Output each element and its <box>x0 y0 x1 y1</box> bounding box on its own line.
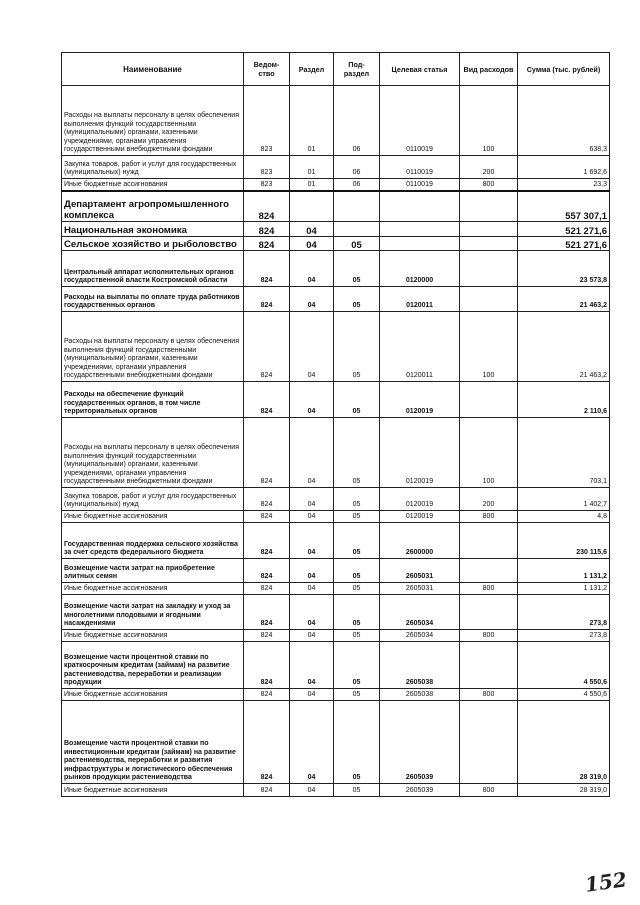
cell-summa: 4 550,6 <box>518 689 610 701</box>
cell-razdel: 04 <box>290 784 334 797</box>
cell-razdel: 04 <box>290 701 334 784</box>
cell-name: Расходы на выплаты персоналу в целях обеспечения выполнения функций государственными (муниципальными) органами, казенными учреждениями, органами управления государственными внебюджетными фондами <box>62 312 244 382</box>
cell-vid: 800 <box>460 784 518 797</box>
cell-name: Иные бюджетные ассигнования <box>62 583 244 595</box>
cell-razdel: 04 <box>290 642 334 689</box>
table-row <box>62 191 610 222</box>
cell-summa: 23,3 <box>518 179 610 191</box>
cell-summa: 4,8 <box>518 511 610 523</box>
cell-vedom: 824 <box>244 701 290 784</box>
cell-vid <box>460 237 518 251</box>
table-row <box>62 418 610 488</box>
cell-vedom: 824 <box>244 237 290 251</box>
cell-vedom: 824 <box>244 312 290 382</box>
page-number: 152 <box>583 867 629 897</box>
table-row <box>62 583 610 595</box>
cell-summa: 703,1 <box>518 418 610 488</box>
cell-tselevaya: 2605039 <box>380 784 460 797</box>
cell-vedom: 824 <box>244 583 290 595</box>
cell-tselevaya: 0120019 <box>380 488 460 511</box>
cell-name: Закупка товаров, работ и услуг для государственных (муниципальных) нужд <box>62 488 244 511</box>
cell-razdel: 04 <box>290 237 334 251</box>
cell-name: Возмещение части затрат на приобретение элитных семян <box>62 559 244 583</box>
cell-vid <box>460 642 518 689</box>
cell-vedom: 824 <box>244 287 290 312</box>
cell-razdel: 04 <box>290 595 334 630</box>
cell-summa: 1 131,2 <box>518 559 610 583</box>
table-row <box>62 86 610 156</box>
cell-name: Возмещение части процентной ставки по краткосрочным кредитам (займам) на развитие растениеводства, переработки и реализации продукции <box>62 642 244 689</box>
cell-vid <box>460 251 518 287</box>
table-row <box>62 630 610 642</box>
cell-vedom: 824 <box>244 689 290 701</box>
cell-summa: 1 692,6 <box>518 156 610 179</box>
cell-vedom: 823 <box>244 179 290 191</box>
cell-vedom: 824 <box>244 191 290 222</box>
cell-vedom: 824 <box>244 418 290 488</box>
cell-name: Сельское хозяйство и рыболовство <box>62 237 244 251</box>
cell-vid: 100 <box>460 418 518 488</box>
cell-razdel: 04 <box>290 511 334 523</box>
cell-razdel: 04 <box>290 251 334 287</box>
cell-summa: 2 110,6 <box>518 382 610 418</box>
cell-vid <box>460 382 518 418</box>
header-vedom: Ведом-ство <box>244 53 290 86</box>
cell-podrazdel: 06 <box>334 156 380 179</box>
cell-name: Расходы на выплаты персоналу в целях обеспечения выполнения функций государственными (муниципальными) органами, казенными учреждениями, органами управления государственными внебюджетными фондами <box>62 86 244 156</box>
cell-name: Государственная поддержка сельского хозяйства за счет средств федерального бюджета <box>62 523 244 559</box>
cell-vid: 800 <box>460 583 518 595</box>
cell-summa: 230 115,6 <box>518 523 610 559</box>
cell-podrazdel: 05 <box>334 689 380 701</box>
cell-razdel: 04 <box>290 689 334 701</box>
cell-tselevaya: 0120011 <box>380 287 460 312</box>
cell-podrazdel <box>334 191 380 222</box>
cell-vid <box>460 559 518 583</box>
cell-name: Закупка товаров, работ и услуг для государственных (муниципальных) нужд <box>62 156 244 179</box>
cell-podrazdel: 05 <box>334 559 380 583</box>
cell-summa: 273,8 <box>518 595 610 630</box>
cell-vedom: 823 <box>244 86 290 156</box>
cell-podrazdel: 05 <box>334 488 380 511</box>
cell-podrazdel: 05 <box>334 251 380 287</box>
cell-vedom: 824 <box>244 595 290 630</box>
cell-podrazdel: 05 <box>334 642 380 689</box>
cell-podrazdel: 05 <box>334 523 380 559</box>
cell-razdel: 04 <box>290 287 334 312</box>
cell-tselevaya: 0120019 <box>380 418 460 488</box>
cell-summa: 28 319,0 <box>518 784 610 797</box>
cell-vid <box>460 191 518 222</box>
table-row <box>62 251 610 287</box>
table-row <box>62 559 610 583</box>
cell-podrazdel: 06 <box>334 179 380 191</box>
cell-summa: 4 550,6 <box>518 642 610 689</box>
cell-summa: 21 463,2 <box>518 287 610 312</box>
cell-vedom: 824 <box>244 251 290 287</box>
cell-tselevaya: 2605031 <box>380 583 460 595</box>
cell-razdel: 04 <box>290 630 334 642</box>
cell-name: Возмещение части процентной ставки по инвестиционным кредитам (займам) на развитие растениеводства, переработки и развития инфраструктуры и логистического обеспечения рынков продукции растениеводства <box>62 701 244 784</box>
cell-tselevaya: 0110019 <box>380 86 460 156</box>
cell-tselevaya: 0110019 <box>380 156 460 179</box>
cell-podrazdel: 05 <box>334 418 380 488</box>
table-row <box>62 642 610 689</box>
cell-razdel: 01 <box>290 179 334 191</box>
cell-podrazdel <box>334 222 380 237</box>
cell-podrazdel: 05 <box>334 630 380 642</box>
cell-podrazdel: 05 <box>334 287 380 312</box>
cell-vedom: 824 <box>244 382 290 418</box>
cell-razdel: 04 <box>290 488 334 511</box>
header-podrazdel: Под-раздел <box>334 53 380 86</box>
cell-vid: 100 <box>460 312 518 382</box>
cell-razdel <box>290 191 334 222</box>
cell-tselevaya: 0120019 <box>380 511 460 523</box>
cell-podrazdel: 05 <box>334 237 380 251</box>
table-row <box>62 488 610 511</box>
header-razdel: Раздел <box>290 53 334 86</box>
cell-vedom: 824 <box>244 523 290 559</box>
cell-name: Иные бюджетные ассигнования <box>62 179 244 191</box>
cell-vedom: 824 <box>244 488 290 511</box>
cell-summa: 28 319,0 <box>518 701 610 784</box>
cell-vid <box>460 701 518 784</box>
cell-vid: 800 <box>460 179 518 191</box>
header-name: Наименование <box>62 53 244 86</box>
table-row <box>62 156 610 179</box>
table-header-row <box>62 53 610 86</box>
cell-name: Иные бюджетные ассигнования <box>62 784 244 797</box>
cell-summa: 557 307,1 <box>518 191 610 222</box>
cell-podrazdel: 05 <box>334 784 380 797</box>
cell-tselevaya: 0120019 <box>380 382 460 418</box>
table-row <box>62 595 610 630</box>
cell-podrazdel: 05 <box>334 595 380 630</box>
cell-razdel: 01 <box>290 86 334 156</box>
cell-podrazdel: 05 <box>334 511 380 523</box>
cell-razdel: 04 <box>290 418 334 488</box>
table-row <box>62 511 610 523</box>
cell-razdel: 04 <box>290 583 334 595</box>
table-row <box>62 287 610 312</box>
cell-tselevaya: 0120000 <box>380 251 460 287</box>
cell-tselevaya: 2605031 <box>380 559 460 583</box>
cell-vid <box>460 287 518 312</box>
header-summa: Сумма (тыс. рублей) <box>518 53 610 86</box>
cell-vid: 200 <box>460 156 518 179</box>
cell-tselevaya: 0110019 <box>380 179 460 191</box>
cell-summa: 273,8 <box>518 630 610 642</box>
cell-razdel: 04 <box>290 382 334 418</box>
cell-vedom: 823 <box>244 156 290 179</box>
cell-tselevaya: 0120011 <box>380 312 460 382</box>
cell-name: Расходы на обеспечение функций государственных органов, в том числе территориальных органов <box>62 382 244 418</box>
cell-tselevaya <box>380 237 460 251</box>
cell-vid: 100 <box>460 86 518 156</box>
cell-name: Иные бюджетные ассигнования <box>62 630 244 642</box>
cell-name: Расходы на выплаты персоналу в целях обеспечения выполнения функций государственными (муниципальными) органами, казенными учреждениями, органами управления государственными внебюджетными фондами <box>62 418 244 488</box>
cell-vid <box>460 595 518 630</box>
cell-vedom: 824 <box>244 630 290 642</box>
cell-name: Расходы на выплаты по оплате труда работников государственных органов <box>62 287 244 312</box>
cell-tselevaya: 2600000 <box>380 523 460 559</box>
cell-vedom: 824 <box>244 642 290 689</box>
cell-razdel: 04 <box>290 222 334 237</box>
cell-vedom: 824 <box>244 559 290 583</box>
cell-summa: 1 402,7 <box>518 488 610 511</box>
cell-podrazdel: 06 <box>334 86 380 156</box>
cell-tselevaya <box>380 222 460 237</box>
cell-tselevaya: 2605038 <box>380 642 460 689</box>
cell-tselevaya: 2605038 <box>380 689 460 701</box>
cell-vid: 800 <box>460 511 518 523</box>
cell-razdel: 04 <box>290 559 334 583</box>
cell-podrazdel: 05 <box>334 701 380 784</box>
cell-name: Иные бюджетные ассигнования <box>62 689 244 701</box>
table-row <box>62 237 610 251</box>
cell-podrazdel: 05 <box>334 583 380 595</box>
table-row <box>62 179 610 191</box>
cell-name: Департамент агропромышленного комплекса <box>62 191 244 222</box>
cell-vid: 800 <box>460 630 518 642</box>
table-row <box>62 689 610 701</box>
cell-name: Центральный аппарат исполнительных органов государственной власти Костромской области <box>62 251 244 287</box>
cell-vid <box>460 222 518 237</box>
cell-summa: 638,3 <box>518 86 610 156</box>
budget-table <box>61 52 610 797</box>
table-row <box>62 222 610 237</box>
table-row <box>62 784 610 797</box>
cell-vedom: 824 <box>244 511 290 523</box>
cell-name: Иные бюджетные ассигнования <box>62 511 244 523</box>
cell-name: Национальная экономика <box>62 222 244 237</box>
cell-tselevaya: 2605039 <box>380 701 460 784</box>
cell-podrazdel: 05 <box>334 382 380 418</box>
cell-razdel: 04 <box>290 312 334 382</box>
cell-tselevaya <box>380 191 460 222</box>
cell-podrazdel: 05 <box>334 312 380 382</box>
table-row <box>62 382 610 418</box>
cell-vid <box>460 523 518 559</box>
cell-razdel: 01 <box>290 156 334 179</box>
cell-name: Возмещение части затрат на закладку и уход за многолетними плодовыми и ягодными насаждениями <box>62 595 244 630</box>
cell-summa: 23 573,8 <box>518 251 610 287</box>
table-row <box>62 523 610 559</box>
cell-tselevaya: 2605034 <box>380 595 460 630</box>
cell-summa: 1 131,2 <box>518 583 610 595</box>
cell-summa: 21 463,2 <box>518 312 610 382</box>
header-vid: Вид расходов <box>460 53 518 86</box>
table-row <box>62 312 610 382</box>
cell-summa: 521 271,6 <box>518 237 610 251</box>
table-row <box>62 701 610 784</box>
cell-vid: 800 <box>460 689 518 701</box>
cell-tselevaya: 2605034 <box>380 630 460 642</box>
cell-razdel: 04 <box>290 523 334 559</box>
cell-summa: 521 271,6 <box>518 222 610 237</box>
cell-vedom: 824 <box>244 222 290 237</box>
cell-vid: 200 <box>460 488 518 511</box>
header-tselevaya: Целевая статья <box>380 53 460 86</box>
cell-vedom: 824 <box>244 784 290 797</box>
